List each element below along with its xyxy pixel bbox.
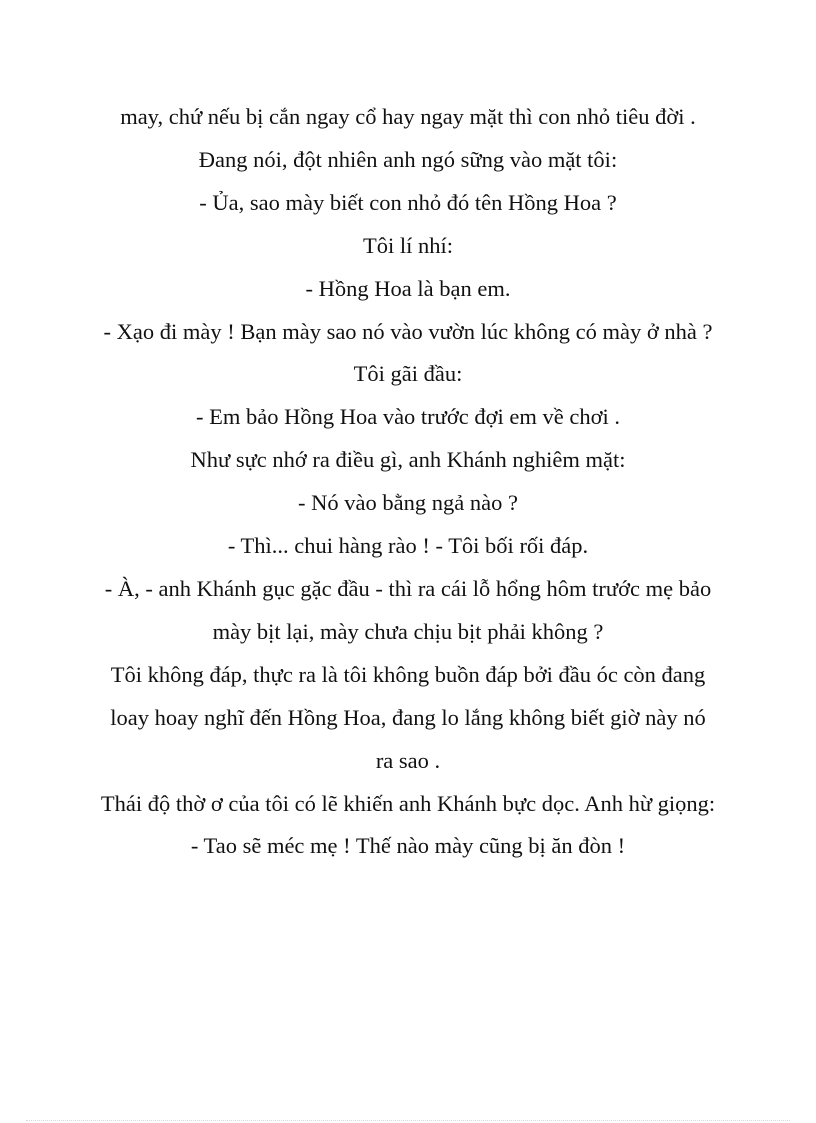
paragraph: - Nó vào bằng ngả nào ? xyxy=(298,490,518,516)
paragraph: Đang nói, đột nhiên anh ngó sững vào mặt tôi: xyxy=(198,146,618,172)
story-text xyxy=(100,96,716,868)
page-bottom-divider xyxy=(26,1120,790,1121)
paragraph: - Tao sẽ méc mẹ ! Thế nào mày cũng bị ăn đòn ! xyxy=(190,833,626,859)
paragraph: Tôi không đáp, thực ra là tôi không buồn đáp bởi đầu óc còn đang loay hoay nghĩ đến Hồng Hoa, đang lo lắng không biết giờ này nó ra sao . xyxy=(110,661,706,773)
paragraph: - Thì... chui hàng rào ! - Tôi bối rối đáp. xyxy=(227,533,589,559)
paragraph: - Em bảo Hồng Hoa vào trước đợi em về chơi . xyxy=(195,404,621,430)
paragraph: Thái độ thờ ơ của tôi có lẽ khiến anh Khánh bực dọc. Anh hừ giọng: xyxy=(100,790,716,816)
paragraph: - Xạo đi mày ! Bạn mày sao nó vào vườn lúc không có mày ở nhà ? xyxy=(103,318,713,344)
paragraph: - Ủa, sao mày biết con nhỏ đó tên Hồng Hoa ? xyxy=(199,189,617,215)
paragraph: may, chứ nếu bị cắn ngay cổ hay ngay mặt thì con nhỏ tiêu đời . xyxy=(120,104,696,129)
paragraph: - À, - anh Khánh gục gặc đầu - thì ra cái lỗ hổng hôm trước mẹ bảo mày bịt lại, mày chưa chịu bịt phải không ? xyxy=(104,575,712,644)
paragraph: - Hồng Hoa là bạn em. xyxy=(305,275,511,301)
paragraph: Tôi lí nhí: xyxy=(363,232,453,258)
paragraph: Tôi gãi đầu: xyxy=(353,361,463,387)
paragraph: Như sực nhớ ra điều gì, anh Khánh nghiêm mặt: xyxy=(190,447,626,473)
